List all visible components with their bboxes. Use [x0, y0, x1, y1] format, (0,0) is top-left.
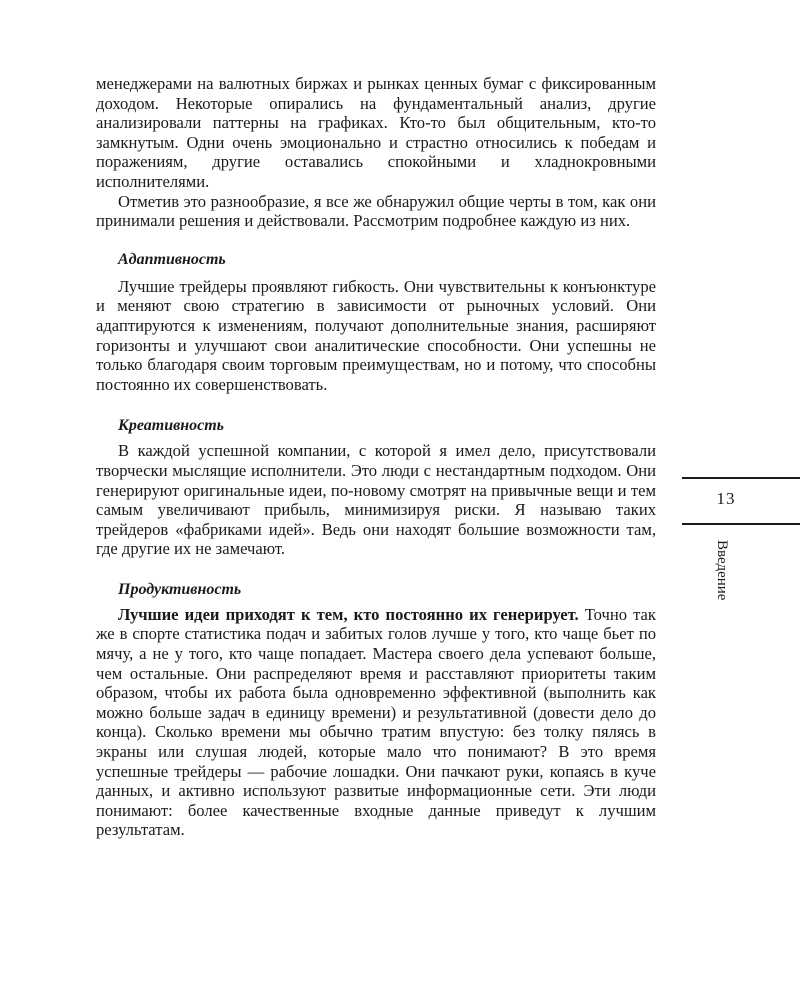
- intro-paragraph-2: Отметив это разнообразие, я все же обнаружил общие черты в том, как они принимали решения и действовали. Рассмотрим подробнее каждую из них.: [96, 191, 656, 231]
- section-paragraph: [96, 605, 656, 840]
- bold-lead-sentence: Лучшие идеи приходят к тем, кто постоянно их генерирует.: [118, 604, 579, 624]
- running-head: Введение: [714, 540, 730, 601]
- page-number: 13: [716, 489, 736, 508]
- section-productivity: [96, 580, 656, 840]
- section-paragraph: В каждой успешной компании, с которой я имел дело, присутствовали творчески мыслящие исполнители. Это люди с нестандартным подходом. Они генерируют оригинальные идеи, по-новому смотрят на привычные вещи и тем самым увеличивают прибыль, минимизируя риски. Я называю таких трейдеров «фабриками идей». Ведь они находят большие возможности там, где другие их не замечают.: [96, 441, 656, 559]
- page-number-box: [682, 477, 800, 525]
- section-creativity: [96, 416, 656, 559]
- section-paragraph-text: Точно так же в спорте статистика подач и забитых голов лучше у того, кто чаще бьет по мячу, а не у того, кто чаще попадает. Мастера своего дела успевают больше, чем остальные. Они распределяют время и расставляют приоритеты таким образом, чтобы их работа была одновременно эффективной (выполнить как можно больше задач в единицу времени) и результативной (довести дело до конца). Сколько времени мы обычно тратим впустую: без толку пялясь в экраны или слушая людей, которые мало что понимают? В это время успешные трейдеры — рабочие лошадки. Они пачкают руки, копаясь в куче данных, и активно используют развитые информационные сети. Эти люди понимают: более качественные входные данные приведут к лучшим результатам.: [96, 604, 656, 840]
- section-heading: Адаптивность: [118, 250, 226, 268]
- section-heading: Креативность: [118, 417, 224, 435]
- body-text: [96, 74, 656, 840]
- section-heading: Продуктивность: [118, 580, 242, 598]
- intro-paragraph-1: менеджерами на валютных биржах и рынках ценных бумаг с фиксированным доходом. Некоторые опирались на фундаментальный анализ, другие анализировали паттерны на графиках. Кто-то был общительным, кто-то замкнутым. Одни очень эмоционально и страстно относились к победам и поражениям, другие оставались спокойными и хладнокровными исполнителями.: [96, 74, 656, 191]
- section-paragraph: Лучшие трейдеры проявляют гибкость. Они чувствительны к конъюнктуре и меняют свою стратегию в зависимости от рыночных условий. Они адаптируются к изменениям, получают дополнительные знания, расширяют горизонты и улучшают свои аналитические способности. Они успешны не только благодаря своим торговым преимуществам, но и потому, что способны постоянно их совершенствовать.: [96, 276, 656, 394]
- section-adaptivity: [96, 250, 656, 395]
